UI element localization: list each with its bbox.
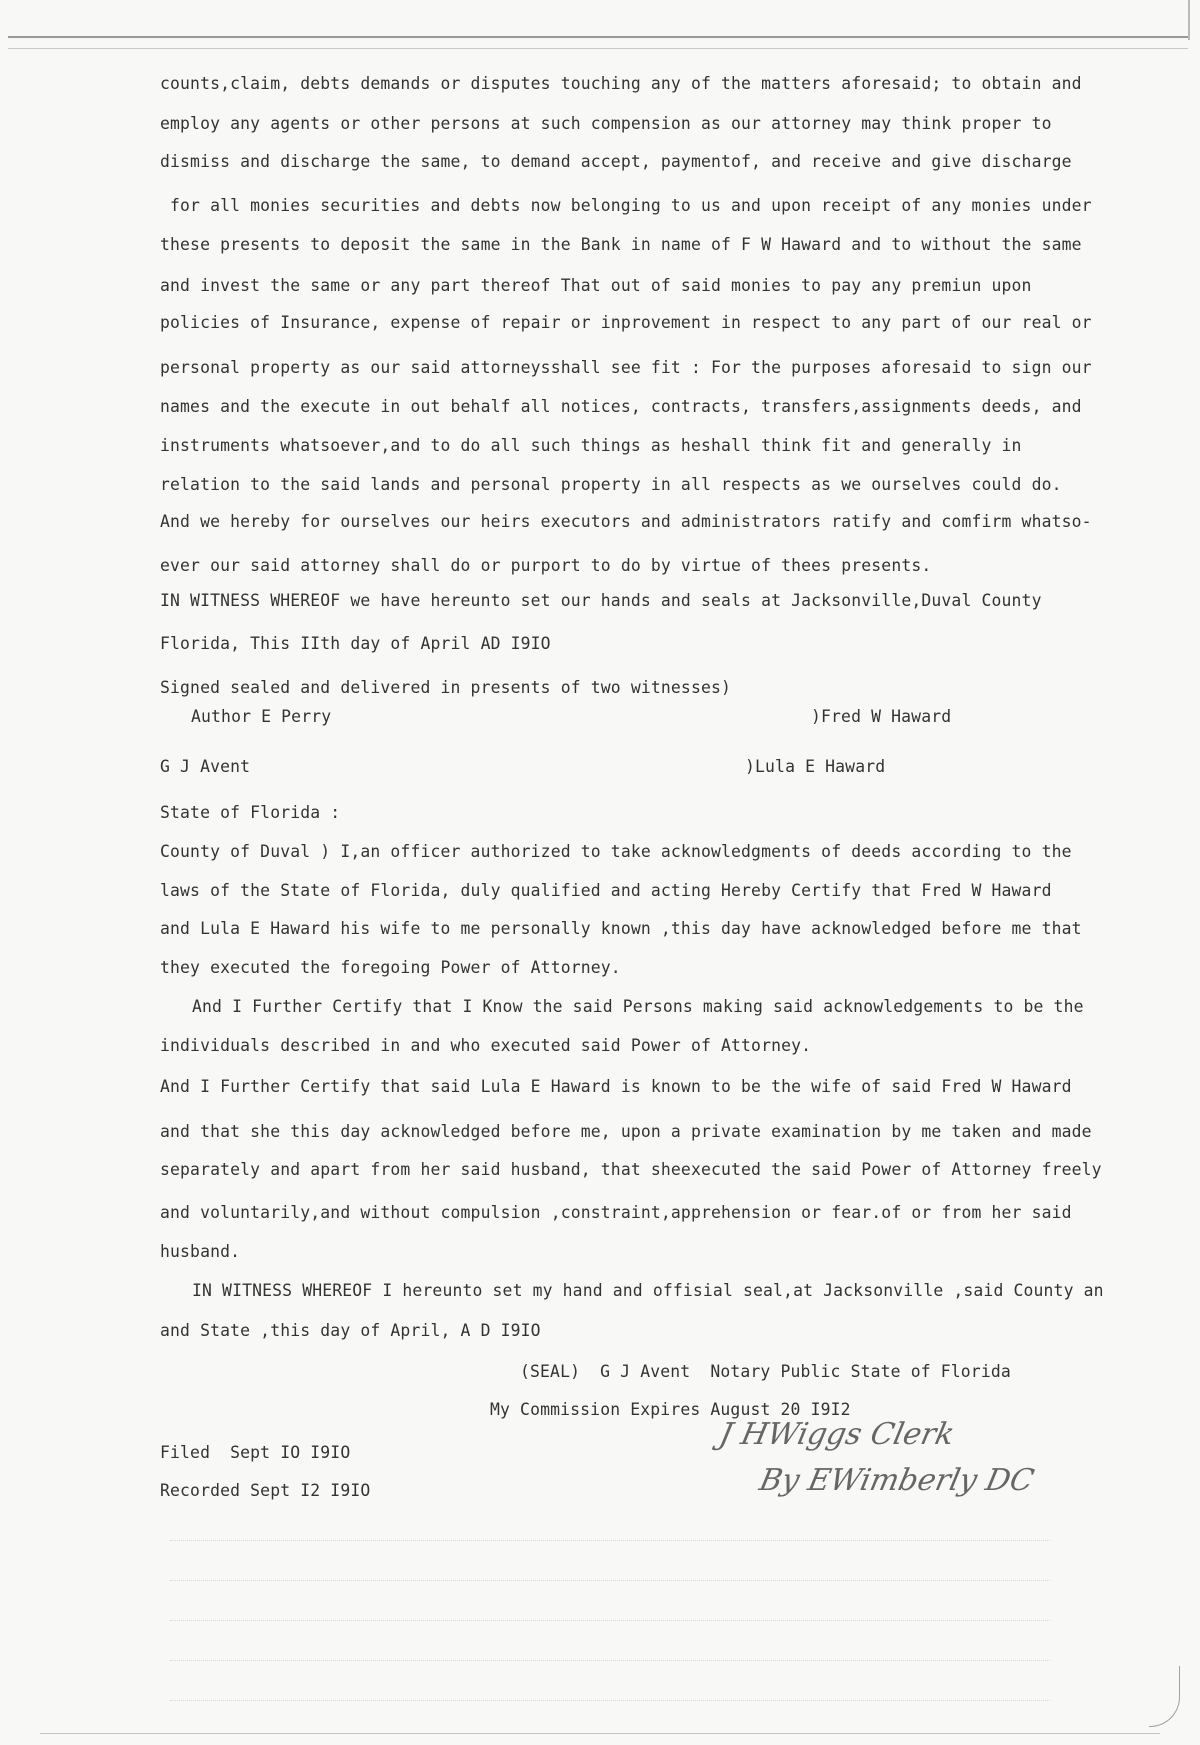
body-line: these presents to deposit the same in the Bank in name of F W Haward and to without the same — [160, 235, 1082, 254]
ack-line: And I Further Certify that I Know the said Persons making said acknowledgements to be the — [192, 997, 1084, 1016]
deputy-clerk-signature: By EWimberly DC — [756, 1463, 1037, 1498]
notary-line: (SEAL) G J Avent Notary Public State of Florida — [520, 1362, 1011, 1381]
body-line: instruments whatsoever,and to do all such things as heshall think fit and generally in — [160, 436, 1022, 455]
body-line: policies of Insurance, expense of repair or inprovement in respect to any part of our real or — [160, 313, 1092, 332]
ack-line: And I Further Certify that said Lula E Haward is known to be the wife of said Fred W Haward — [160, 1077, 1072, 1096]
commission-line: My Commission Expires August 20 I9I2 — [490, 1400, 851, 1419]
ack-line: and that she this day acknowledged before me, upon a private examination by me taken and made — [160, 1122, 1092, 1141]
bleed-through-line — [170, 1620, 1050, 1622]
bleed-through-line — [170, 1660, 1050, 1662]
ack-line: and Lula E Haward his wife to me personally known ,this day have acknowledged before me that — [160, 919, 1082, 938]
body-line: and invest the same or any part thereof That out of said monies to pay any premiun upon — [160, 276, 1032, 295]
body-line: IN WITNESS WHEREOF we have hereunto set our hands and seals at Jacksonville,Duval County — [160, 591, 1042, 610]
signer-name: )Lula E Haward — [745, 757, 886, 776]
ack-line: and State ,this day of April, A D I9IO — [160, 1321, 541, 1340]
bleed-through-line — [170, 1700, 1050, 1702]
page-top-edge — [8, 36, 1188, 49]
page-right-edge — [1188, 0, 1190, 40]
body-line: ever our said attorney shall do or purport to do by virtue of thees presents. — [160, 556, 932, 575]
filed-date: Filed Sept IO I9IO — [160, 1443, 351, 1462]
ack-line: separately and apart from her said husband, that sheexecuted the said Power of Attorney freely — [160, 1160, 1102, 1179]
page-curl — [1149, 1666, 1180, 1727]
body-line: And we hereby for ourselves our heirs executors and administrators ratify and comfirm whatso- — [160, 512, 1092, 531]
body-line: personal property as our said attorneysshall see fit : For the purposes aforesaid to sign our — [160, 358, 1092, 377]
body-line: counts,claim, debts demands or disputes touching any of the matters aforesaid; to obtain and — [160, 74, 1082, 93]
body-line: Signed sealed and delivered in presents of two witnesses) — [160, 678, 732, 697]
signer-name: )Fred W Haward — [811, 707, 952, 726]
witness-name: Author E Perry — [191, 707, 332, 726]
ack-line: they executed the foregoing Power of Attorney. — [160, 958, 621, 977]
ack-line: husband. — [160, 1242, 241, 1261]
ack-line: IN WITNESS WHEREOF I hereunto set my hand and offisial seal,at Jacksonville ,said County an — [192, 1281, 1104, 1300]
body-line: relation to the said lands and personal property in all respects as we ourselves could do. — [160, 475, 1062, 494]
body-line: dismiss and discharge the same, to demand accept, paymentof, and receive and give discharge — [160, 152, 1072, 171]
ack-line: individuals described in and who executed said Power of Attorney. — [160, 1036, 812, 1055]
body-line: employ any agents or other persons at such compension as our attorney may think proper to — [160, 114, 1052, 133]
body-line: names and the execute in out behalf all notices, contracts, transfers,assignments deeds, and — [160, 397, 1082, 416]
bleed-through-line — [170, 1540, 1050, 1542]
bleed-through-line — [170, 1580, 1050, 1582]
ack-line: laws of the State of Florida, duly qualified and acting Hereby Certify that Fred W Haward — [160, 881, 1052, 900]
witness-name: G J Avent — [160, 757, 251, 776]
ack-line: and voluntarily,and without compulsion ,constraint,apprehension or fear.of or from her said — [160, 1203, 1072, 1222]
body-line: for all monies securities and debts now belonging to us and upon receipt of any monies under — [170, 196, 1092, 215]
clerk-signature: J HWiggs Clerk — [716, 1417, 958, 1452]
ack-line: State of Florida : — [160, 803, 341, 822]
recorded-date: Recorded Sept I2 I9IO — [160, 1481, 371, 1500]
body-line: Florida, This IIth day of April AD I9IO — [160, 634, 551, 653]
ack-line: County of Duval ) I,an officer authorized to take acknowledgments of deeds according to the — [160, 842, 1072, 861]
page-bottom-edge — [40, 1733, 1160, 1734]
